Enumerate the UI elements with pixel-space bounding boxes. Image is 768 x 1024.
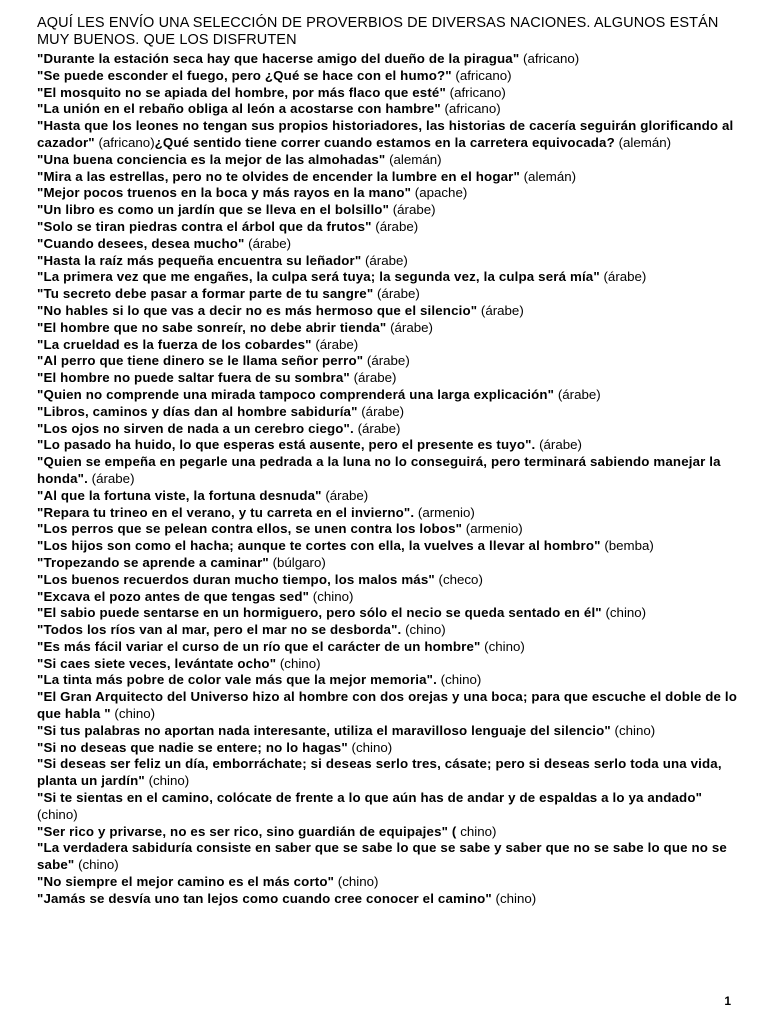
proverb-quote: "Quien se empeña en pegarle una pedrada a la luna no lo conseguirá, pero terminará sabiendo manejar la honda". <box>37 454 721 486</box>
proverb-quote: "No hables si lo que vas a decir no es más hermoso que el silencio" <box>37 302 478 318</box>
proverb-item <box>37 521 737 538</box>
proverb-item <box>37 253 737 270</box>
proverb-origin: (chino) <box>484 638 525 654</box>
proverb-origin: (árabe) <box>361 403 405 419</box>
proverb-quote: "Al que la fortuna viste, la fortuna desnuda" <box>37 487 322 503</box>
proverb-item <box>37 891 737 908</box>
proverb-item <box>37 68 737 85</box>
proverb-quote: "Los ojos no sirven de nada a un cerebro ciego". <box>37 420 354 436</box>
proverb-quote: "Un libro es como un jardín que se lleva en el bolsillo" <box>37 202 390 218</box>
proverb-origin: (africano) <box>455 67 512 83</box>
proverb-item <box>37 874 737 891</box>
proverb-item <box>37 589 737 606</box>
proverb-item <box>37 101 737 118</box>
proverb-origin: (chino) <box>114 706 156 722</box>
proverb-item <box>37 152 737 169</box>
proverb-origin: (árabe) <box>539 437 582 453</box>
proverb-origin: (árabe) <box>248 235 292 251</box>
proverb-origin: (chino) <box>337 874 379 890</box>
proverb-quote: "El hombre no puede saltar fuera de su sombra" <box>37 370 350 386</box>
proverb-origin: (chino) <box>148 773 190 789</box>
proverb-quote: "Solo se tiran piedras contra el árbol que da frutos" <box>37 218 372 234</box>
proverb-origin: (alemán) <box>389 151 442 167</box>
proverb-origin: (chino) <box>351 739 393 755</box>
proverb-item <box>37 824 737 841</box>
proverb-item <box>37 269 737 286</box>
proverb-item <box>37 656 737 673</box>
proverb-item <box>37 286 737 303</box>
proverb-quote: "Repara tu trineo en el verano, y tu carreta en el invierno". <box>37 504 415 520</box>
proverb-origin: (chino) <box>440 672 482 688</box>
proverb-item <box>37 790 737 824</box>
proverb-quote: "La crueldad es la fuerza de los cobardes" <box>37 336 312 352</box>
proverb-quote: "Los perros que se pelean contra ellos, se unen contra los lobos" <box>37 521 463 537</box>
document-heading: AQUÍ LES ENVÍO UNA SELECCIÓN DE PROVERBIOS DE DIVERSAS NACIONES. ALGUNOS ESTÁN MUY BUENOS. QUE LOS DISFRUTEN <box>37 15 719 48</box>
proverb-origin: (árabe) <box>91 470 135 486</box>
proverb-item <box>37 437 737 454</box>
proverb-origin: (africano) <box>449 84 506 100</box>
proverb-origin: (árabe) <box>366 353 410 369</box>
proverb-quote: "Mira a las estrellas, pero no te olvides de encender la lumbre en el hogar" <box>37 168 520 184</box>
proverb-quote: "Los hijos son como el hacha; aunque te cortes con ella, la vuelves a llevar al hombro" <box>37 538 601 554</box>
proverb-quote: "El sabio puede sentarse en un hormiguero, pero sólo el necio se queda sentado en él" <box>37 605 602 621</box>
proverb-quote: "Una buena conciencia es la mejor de las almohadas" <box>37 151 386 167</box>
proverb-origin: (alemán) <box>618 134 672 150</box>
proverb-quote: "Si deseas ser feliz un día, emborráchate; si deseas serlo tres, cásate; pero si deseas serlo toda una vida, planta un jardín" <box>37 756 722 789</box>
proverb-item <box>37 421 737 438</box>
proverb-quote: "Lo pasado ha huido, lo que esperas está ausente, pero el presente es tuyo". <box>37 437 536 453</box>
proverb-quote: "Se puede esconder el fuego, pero ¿Qué se hace con el humo?" <box>37 67 452 83</box>
proverb-item <box>37 488 737 505</box>
proverb-origin: chino) <box>460 823 497 839</box>
proverb-quote: "Hasta la raíz más pequeña encuentra su leñador" <box>37 252 362 268</box>
proverb-item <box>37 202 737 219</box>
proverb-item <box>37 572 737 589</box>
proverb-item <box>37 169 737 186</box>
proverb-quote: "Tu secreto debe pasar a formar parte de tu sangre" <box>37 286 374 302</box>
proverb-origin: (chino) <box>495 890 537 906</box>
proverb-origin: (africano) <box>444 101 501 117</box>
proverb-item <box>37 639 737 656</box>
proverb-list <box>37 51 737 908</box>
proverb-quote: "Durante la estación seca hay que hacerse amigo del dueño de la piragua" <box>37 51 520 66</box>
proverb-quote: "Si no deseas que nadie se entere; no lo hagas" <box>37 739 348 755</box>
proverb-quote: "Libros, caminos y días dan al hombre sabiduría" <box>37 403 358 419</box>
proverb-item <box>37 51 737 68</box>
proverb-item <box>37 219 737 236</box>
proverb-quote: "La unión en el rebaño obliga al león a acostarse con hambre" <box>37 101 441 117</box>
proverb-quote: "Ser rico y privarse, no es ser rico, sino guardián de equipajes" ( <box>37 823 457 839</box>
proverb-item <box>37 118 737 152</box>
proverb-item <box>37 740 737 757</box>
proverb-origin: (árabe) <box>480 302 524 318</box>
proverb-origin: (árabe) <box>557 386 601 402</box>
proverb-item <box>37 689 737 723</box>
proverb-origin: (chino) <box>605 605 647 621</box>
proverb-quote: "Cuando desees, desea mucho" <box>37 235 245 251</box>
proverb-quote: "Mejor pocos truenos en la boca y más rayos en la mano" <box>37 185 412 201</box>
proverb-item <box>37 85 737 102</box>
proverb-quote: "Tropezando se aprende a caminar" <box>37 554 269 570</box>
proverb-origin: (armenio) <box>465 521 523 537</box>
proverb-quote: "No siempre el mejor camino es el más corto" <box>37 874 335 890</box>
proverb-origin: (chino) <box>78 857 119 873</box>
proverb-item <box>37 505 737 522</box>
proverb-quote: "Jamás se desvía uno tan lejos como cuando cree conocer el camino" <box>37 890 492 906</box>
proverb-origin: (bemba) <box>604 538 654 554</box>
proverb-origin: (chino) <box>405 622 446 638</box>
proverb-origin: (árabe) <box>390 319 433 335</box>
proverb-origin: (árabe) <box>353 370 397 386</box>
proverb-item <box>37 538 737 555</box>
proverb-quote: "Todos los ríos van al mar, pero el mar no se desborda". <box>37 622 402 638</box>
proverb-item <box>37 303 737 320</box>
page-number: 1 <box>724 994 731 1008</box>
proverb-item <box>37 404 737 421</box>
proverb-origin: (chino) <box>312 588 354 604</box>
proverb-quote: "La tinta más pobre de color vale más que la mejor memoria". <box>37 672 437 688</box>
document-page <box>37 15 737 908</box>
proverb-item <box>37 236 737 253</box>
proverb-origin: (chino) <box>279 655 321 671</box>
proverb-origin: (árabe) <box>603 269 647 285</box>
proverb-origin: (apache) <box>414 185 468 201</box>
proverb-origin: (africano) <box>523 51 580 66</box>
proverb-item <box>37 320 737 337</box>
proverb-origin: (africano) <box>98 134 155 150</box>
proverb-item <box>37 387 737 404</box>
proverb-quote: "Los buenos recuerdos duran mucho tiempo, los malos más" <box>37 571 435 587</box>
proverb-quote: "Al perro que tiene dinero se le llama señor perro" <box>37 353 364 369</box>
proverb-item <box>37 723 737 740</box>
proverb-quote: "El Gran Arquitecto del Universo hizo al hombre con dos orejas y una boca; para que escuche el doble de lo que habla " <box>37 689 738 722</box>
proverb-origin: (árabe) <box>377 286 420 302</box>
proverb-item <box>37 605 737 622</box>
proverb-origin: (checo) <box>438 571 483 587</box>
proverb-quote: "Si caes siete veces, levántate ocho" <box>37 655 277 671</box>
proverb-quote: "Hasta que los leones no tengan sus propios historiadores, las historias de cacería seguirán glorificando al cazador" <box>37 118 734 150</box>
proverb-origin: (árabe) <box>325 487 369 503</box>
proverb-item <box>37 337 737 354</box>
proverb-item <box>37 454 737 488</box>
proverb-quote: "Quien no comprende una mirada tampoco comprenderá una larga explicación" <box>37 386 555 402</box>
proverb-origin: (árabe) <box>392 202 436 218</box>
proverb-quote: "El hombre que no sabe sonreír, no debe abrir tienda" <box>37 319 387 335</box>
proverb-item <box>37 756 737 790</box>
proverb-item <box>37 840 737 874</box>
proverb-quote: "Excava el pozo antes de que tengas sed" <box>37 588 310 604</box>
proverb-origin: (alemán) <box>523 168 577 184</box>
proverb-origin: (chino) <box>614 722 656 738</box>
proverb-origin: (búlgaro) <box>272 554 326 570</box>
proverb-quote: "Si tus palabras no aportan nada interesante, utiliza el maravilloso lenguaje del silencio" <box>37 722 611 738</box>
proverb-origin: (armenio) <box>417 504 475 520</box>
proverb-quote: "La verdadera sabiduría consiste en saber que se sabe lo que se sabe y saber que no se sabe lo que no se sabe" <box>37 840 727 873</box>
proverb-item <box>37 370 737 387</box>
proverb-item <box>37 353 737 370</box>
proverb-origin: (chino) <box>37 806 78 822</box>
proverb-origin: (árabe) <box>357 420 401 436</box>
proverb-quote: "La primera vez que me engañes, la culpa será tuya; la segunda vez, la culpa será mía" <box>37 269 600 285</box>
proverb-quote: "Es más fácil variar el curso de un río que el carácter de un hombre" <box>37 638 481 654</box>
proverb-quote: ¿Qué sentido tiene correr cuando estamos en la carretera equivocada? <box>154 134 615 150</box>
proverb-origin: (árabe) <box>364 252 408 268</box>
proverb-item <box>37 185 737 202</box>
proverb-origin: (árabe) <box>375 218 419 234</box>
proverb-quote: "Si te sientas en el camino, colócate de frente a lo que aún has de andar y de espaldas a lo ya andado" <box>37 790 703 806</box>
proverb-origin: (árabe) <box>315 336 359 352</box>
proverb-item <box>37 672 737 689</box>
proverb-quote: "El mosquito no se apiada del hombre, por más flaco que esté" <box>37 84 446 100</box>
proverb-item <box>37 622 737 639</box>
proverb-item <box>37 555 737 572</box>
